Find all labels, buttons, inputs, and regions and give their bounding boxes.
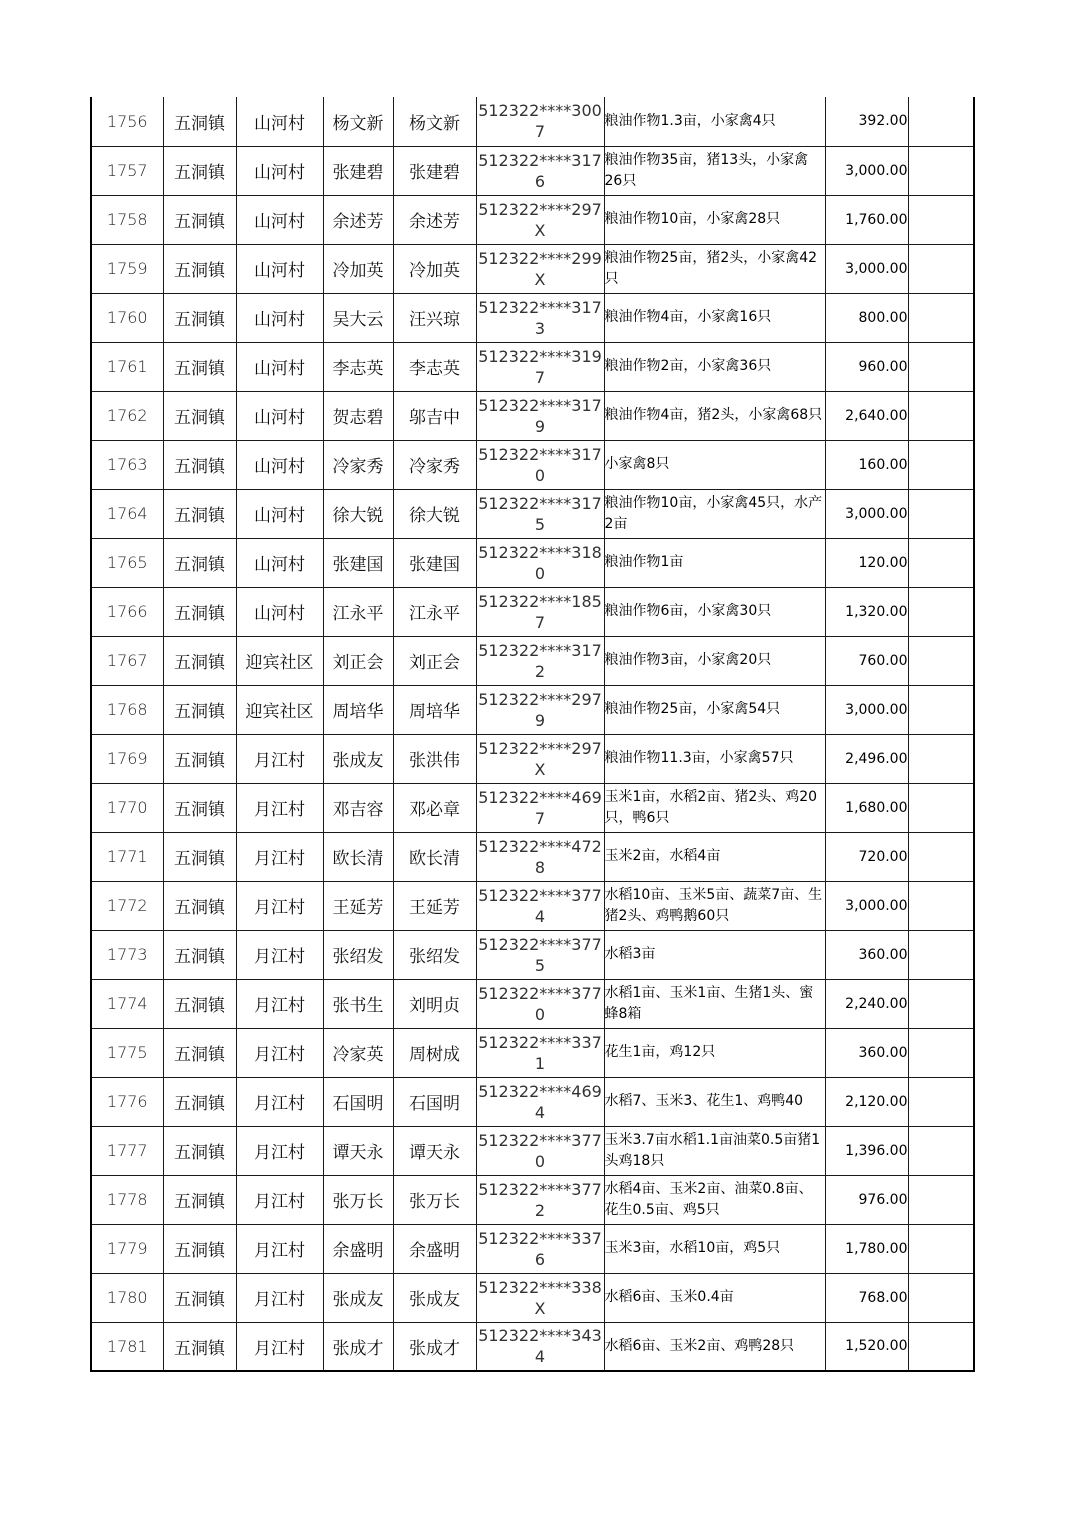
village-cell: 山河村 [236,97,323,146]
row-number: 1775 [91,1028,163,1077]
town-cell: 五洞镇 [163,293,236,342]
table-row [91,195,974,244]
id-number-cell: 512322****3007 [476,97,604,146]
town-cell: 五洞镇 [163,538,236,587]
id-number-cell: 512322****3180 [476,538,604,587]
household-head-cell: 张建碧 [323,146,393,195]
table-row [91,587,974,636]
town-cell: 五洞镇 [163,1175,236,1224]
row-number: 1756 [91,97,163,146]
production-description-cell: 玉米3.7亩水稻1.1亩油菜0.5亩猪1头鸡18只 [604,1126,825,1175]
household-head-cell: 周培华 [323,685,393,734]
household-head-cell: 刘正会 [323,636,393,685]
subsidy-amount-cell: 392.00 [825,97,908,146]
remarks-cell [908,1322,974,1371]
subsidy-amount-cell: 2,640.00 [825,391,908,440]
id-number-cell: 512322****2979 [476,685,604,734]
table-row [91,734,974,783]
village-cell: 月江村 [236,1175,323,1224]
row-number: 1758 [91,195,163,244]
id-number-cell: 512322****3371 [476,1028,604,1077]
village-cell: 山河村 [236,440,323,489]
household-head-cell: 吴大云 [323,293,393,342]
village-cell: 月江村 [236,1028,323,1077]
recipient-name-cell: 王延芳 [393,881,476,930]
production-description-cell: 花生1亩，鸡12只 [604,1028,825,1077]
remarks-cell [908,195,974,244]
town-cell: 五洞镇 [163,195,236,244]
production-description-cell: 玉米3亩，水稻10亩，鸡5只 [604,1224,825,1273]
recipient-name-cell: 张绍发 [393,930,476,979]
remarks-cell [908,342,974,391]
subsidy-table [90,97,975,1372]
household-head-cell: 余述芳 [323,195,393,244]
row-number: 1771 [91,832,163,881]
production-description-cell: 水稻10亩、玉米5亩、蔬菜7亩、生猪2头、鸡鸭鹅60只 [604,881,825,930]
town-cell: 五洞镇 [163,391,236,440]
recipient-name-cell: 周树成 [393,1028,476,1077]
recipient-name-cell: 邓必章 [393,783,476,832]
subsidy-amount-cell: 800.00 [825,293,908,342]
production-description-cell: 粮油作物35亩，猪13头，小家禽26只 [604,146,825,195]
production-description-cell: 粮油作物1.3亩，小家禽4只 [604,97,825,146]
household-head-cell: 欧长清 [323,832,393,881]
table-row [91,146,974,195]
recipient-name-cell: 杨文新 [393,97,476,146]
table-row [91,979,974,1028]
id-number-cell: 512322****3775 [476,930,604,979]
household-head-cell: 王延芳 [323,881,393,930]
town-cell: 五洞镇 [163,244,236,293]
table-row [91,1028,974,1077]
village-cell: 月江村 [236,1077,323,1126]
subsidy-amount-cell: 3,000.00 [825,489,908,538]
table-row [91,1322,974,1371]
production-description-cell: 粮油作物25亩，小家禽54只 [604,685,825,734]
recipient-name-cell: 徐大锐 [393,489,476,538]
subsidy-amount-cell: 3,000.00 [825,244,908,293]
town-cell: 五洞镇 [163,1028,236,1077]
remarks-cell [908,832,974,881]
row-number: 1776 [91,1077,163,1126]
town-cell: 五洞镇 [163,1077,236,1126]
production-description-cell: 粮油作物1亩 [604,538,825,587]
household-head-cell: 谭天永 [323,1126,393,1175]
subsidy-amount-cell: 976.00 [825,1175,908,1224]
remarks-cell [908,1224,974,1273]
production-description-cell: 水稻6亩、玉米0.4亩 [604,1273,825,1322]
town-cell: 五洞镇 [163,1126,236,1175]
subsidy-amount-cell: 1,520.00 [825,1322,908,1371]
subsidy-amount-cell: 1,780.00 [825,1224,908,1273]
row-number: 1760 [91,293,163,342]
town-cell: 五洞镇 [163,1224,236,1273]
subsidy-amount-cell: 720.00 [825,832,908,881]
village-cell: 月江村 [236,1224,323,1273]
household-head-cell: 张万长 [323,1175,393,1224]
subsidy-amount-cell: 3,000.00 [825,881,908,930]
row-number: 1770 [91,783,163,832]
household-head-cell: 张书生 [323,979,393,1028]
subsidy-amount-cell: 2,120.00 [825,1077,908,1126]
subsidy-amount-cell: 360.00 [825,930,908,979]
recipient-name-cell: 刘明贞 [393,979,476,1028]
table-row [91,832,974,881]
recipient-name-cell: 冷家秀 [393,440,476,489]
production-description-cell: 粮油作物10亩，小家禽28只 [604,195,825,244]
town-cell: 五洞镇 [163,979,236,1028]
row-number: 1761 [91,342,163,391]
village-cell: 月江村 [236,832,323,881]
id-number-cell: 512322****338X [476,1273,604,1322]
household-head-cell: 李志英 [323,342,393,391]
table-row [91,538,974,587]
recipient-name-cell: 冷加英 [393,244,476,293]
subsidy-amount-cell: 1,396.00 [825,1126,908,1175]
remarks-cell [908,1126,974,1175]
recipient-name-cell: 江永平 [393,587,476,636]
household-head-cell: 张成才 [323,1322,393,1371]
subsidy-amount-cell: 1,760.00 [825,195,908,244]
row-number: 1757 [91,146,163,195]
household-head-cell: 余盛明 [323,1224,393,1273]
id-number-cell: 512322****4697 [476,783,604,832]
table-row [91,489,974,538]
town-cell: 五洞镇 [163,881,236,930]
village-cell: 山河村 [236,489,323,538]
village-cell: 月江村 [236,783,323,832]
town-cell: 五洞镇 [163,636,236,685]
recipient-name-cell: 汪兴琼 [393,293,476,342]
id-number-cell: 512322****3173 [476,293,604,342]
row-number: 1779 [91,1224,163,1273]
village-cell: 迎宾社区 [236,685,323,734]
household-head-cell: 贺志碧 [323,391,393,440]
row-number: 1774 [91,979,163,1028]
remarks-cell [908,1077,974,1126]
table-row [91,783,974,832]
household-head-cell: 张成友 [323,734,393,783]
village-cell: 山河村 [236,391,323,440]
row-number: 1777 [91,1126,163,1175]
household-head-cell: 杨文新 [323,97,393,146]
town-cell: 五洞镇 [163,734,236,783]
production-description-cell: 粮油作物25亩，猪2头，小家禽42只 [604,244,825,293]
row-number: 1780 [91,1273,163,1322]
remarks-cell [908,244,974,293]
row-number: 1765 [91,538,163,587]
recipient-name-cell: 李志英 [393,342,476,391]
remarks-cell [908,1028,974,1077]
recipient-name-cell: 石国明 [393,1077,476,1126]
production-description-cell: 水稻7、玉米3、花生1、鸡鸭40 [604,1077,825,1126]
table-row [91,342,974,391]
recipient-name-cell: 刘正会 [393,636,476,685]
production-description-cell: 玉米1亩，水稻2亩、猪2头、鸡20只，鸭6只 [604,783,825,832]
town-cell: 五洞镇 [163,1273,236,1322]
id-number-cell: 512322****297X [476,195,604,244]
id-number-cell: 512322****4694 [476,1077,604,1126]
subsidy-amount-cell: 3,000.00 [825,146,908,195]
village-cell: 月江村 [236,1126,323,1175]
production-description-cell: 粮油作物3亩，小家禽20只 [604,636,825,685]
remarks-cell [908,587,974,636]
town-cell: 五洞镇 [163,342,236,391]
household-head-cell: 江永平 [323,587,393,636]
row-number: 1767 [91,636,163,685]
household-head-cell: 冷家英 [323,1028,393,1077]
town-cell: 五洞镇 [163,440,236,489]
household-head-cell: 冷家秀 [323,440,393,489]
table-row [91,293,974,342]
remarks-cell [908,293,974,342]
id-number-cell: 512322****3176 [476,146,604,195]
table-row [91,1273,974,1322]
production-description-cell: 粮油作物10亩，小家禽45只，水产2亩 [604,489,825,538]
id-number-cell: 512322****3172 [476,636,604,685]
subsidy-amount-cell: 768.00 [825,1273,908,1322]
remarks-cell [908,685,974,734]
recipient-name-cell: 张洪伟 [393,734,476,783]
remarks-cell [908,391,974,440]
recipient-name-cell: 张成才 [393,1322,476,1371]
town-cell: 五洞镇 [163,587,236,636]
row-number: 1769 [91,734,163,783]
village-cell: 月江村 [236,1322,323,1371]
subsidy-amount-cell: 160.00 [825,440,908,489]
table-row [91,930,974,979]
recipient-name-cell: 余盛明 [393,1224,476,1273]
table-row [91,1077,974,1126]
row-number: 1773 [91,930,163,979]
village-cell: 山河村 [236,587,323,636]
id-number-cell: 512322****299X [476,244,604,293]
remarks-cell [908,538,974,587]
recipient-name-cell: 张建国 [393,538,476,587]
household-head-cell: 冷加英 [323,244,393,293]
remarks-cell [908,636,974,685]
row-number: 1778 [91,1175,163,1224]
remarks-cell [908,146,974,195]
production-description-cell: 玉米2亩，水稻4亩 [604,832,825,881]
remarks-cell [908,440,974,489]
village-cell: 山河村 [236,146,323,195]
village-cell: 山河村 [236,342,323,391]
town-cell: 五洞镇 [163,489,236,538]
town-cell: 五洞镇 [163,783,236,832]
production-description-cell: 粮油作物4亩，猪2头，小家禽68只 [604,391,825,440]
id-number-cell: 512322****4728 [476,832,604,881]
recipient-name-cell: 余述芳 [393,195,476,244]
recipient-name-cell: 邬吉中 [393,391,476,440]
id-number-cell: 512322****3770 [476,1126,604,1175]
remarks-cell [908,734,974,783]
id-number-cell: 512322****3770 [476,979,604,1028]
town-cell: 五洞镇 [163,1322,236,1371]
production-description-cell: 粮油作物2亩，小家禽36只 [604,342,825,391]
table-row [91,636,974,685]
village-cell: 山河村 [236,195,323,244]
id-number-cell: 512322****3772 [476,1175,604,1224]
town-cell: 五洞镇 [163,97,236,146]
production-description-cell: 粮油作物11.3亩，小家禽57只 [604,734,825,783]
table-body [91,97,974,1371]
table-row [91,244,974,293]
household-head-cell: 张成友 [323,1273,393,1322]
recipient-name-cell: 周培华 [393,685,476,734]
id-number-cell: 512322****3774 [476,881,604,930]
town-cell: 五洞镇 [163,146,236,195]
id-number-cell: 512322****3170 [476,440,604,489]
remarks-cell [908,489,974,538]
table-row [91,391,974,440]
recipient-name-cell: 张成友 [393,1273,476,1322]
village-cell: 山河村 [236,244,323,293]
production-description-cell: 小家禽8只 [604,440,825,489]
row-number: 1772 [91,881,163,930]
remarks-cell [908,1175,974,1224]
id-number-cell: 512322****3175 [476,489,604,538]
village-cell: 月江村 [236,930,323,979]
table-row [91,97,974,146]
table-row [91,440,974,489]
id-number-cell: 512322****297X [476,734,604,783]
village-cell: 月江村 [236,1273,323,1322]
row-number: 1763 [91,440,163,489]
remarks-cell [908,783,974,832]
village-cell: 山河村 [236,538,323,587]
village-cell: 月江村 [236,979,323,1028]
id-number-cell: 512322****3197 [476,342,604,391]
production-description-cell: 粮油作物6亩，小家禽30只 [604,587,825,636]
id-number-cell: 512322****1857 [476,587,604,636]
row-number: 1781 [91,1322,163,1371]
subsidy-amount-cell: 120.00 [825,538,908,587]
household-head-cell: 石国明 [323,1077,393,1126]
production-description-cell: 水稻6亩、玉米2亩、鸡鸭28只 [604,1322,825,1371]
id-number-cell: 512322****3179 [476,391,604,440]
remarks-cell [908,930,974,979]
id-number-cell: 512322****3376 [476,1224,604,1273]
town-cell: 五洞镇 [163,685,236,734]
recipient-name-cell: 谭天永 [393,1126,476,1175]
subsidy-amount-cell: 360.00 [825,1028,908,1077]
household-head-cell: 张绍发 [323,930,393,979]
production-description-cell: 水稻4亩、玉米2亩、油菜0.8亩、花生0.5亩、鸡5只 [604,1175,825,1224]
household-head-cell: 徐大锐 [323,489,393,538]
production-description-cell: 粮油作物4亩，小家禽16只 [604,293,825,342]
subsidy-amount-cell: 760.00 [825,636,908,685]
household-head-cell: 张建国 [323,538,393,587]
recipient-name-cell: 张万长 [393,1175,476,1224]
subsidy-amount-cell: 1,320.00 [825,587,908,636]
town-cell: 五洞镇 [163,832,236,881]
row-number: 1762 [91,391,163,440]
table-row [91,1175,974,1224]
subsidy-amount-cell: 1,680.00 [825,783,908,832]
recipient-name-cell: 张建碧 [393,146,476,195]
household-head-cell: 邓吉容 [323,783,393,832]
subsidy-amount-cell: 3,000.00 [825,685,908,734]
production-description-cell: 水稻3亩 [604,930,825,979]
subsidy-amount-cell: 2,496.00 [825,734,908,783]
remarks-cell [908,881,974,930]
village-cell: 山河村 [236,293,323,342]
subsidy-amount-cell: 2,240.00 [825,979,908,1028]
village-cell: 月江村 [236,881,323,930]
row-number: 1768 [91,685,163,734]
village-cell: 月江村 [236,734,323,783]
row-number: 1759 [91,244,163,293]
table-row [91,881,974,930]
remarks-cell [908,979,974,1028]
table-row [91,685,974,734]
remarks-cell [908,97,974,146]
row-number: 1766 [91,587,163,636]
production-description-cell: 水稻1亩、玉米1亩、生猪1头、蜜蜂8箱 [604,979,825,1028]
table-row [91,1126,974,1175]
id-number-cell: 512322****3434 [476,1322,604,1371]
remarks-cell [908,1273,974,1322]
village-cell: 迎宾社区 [236,636,323,685]
town-cell: 五洞镇 [163,930,236,979]
table-row [91,1224,974,1273]
subsidy-amount-cell: 960.00 [825,342,908,391]
row-number: 1764 [91,489,163,538]
recipient-name-cell: 欧长清 [393,832,476,881]
